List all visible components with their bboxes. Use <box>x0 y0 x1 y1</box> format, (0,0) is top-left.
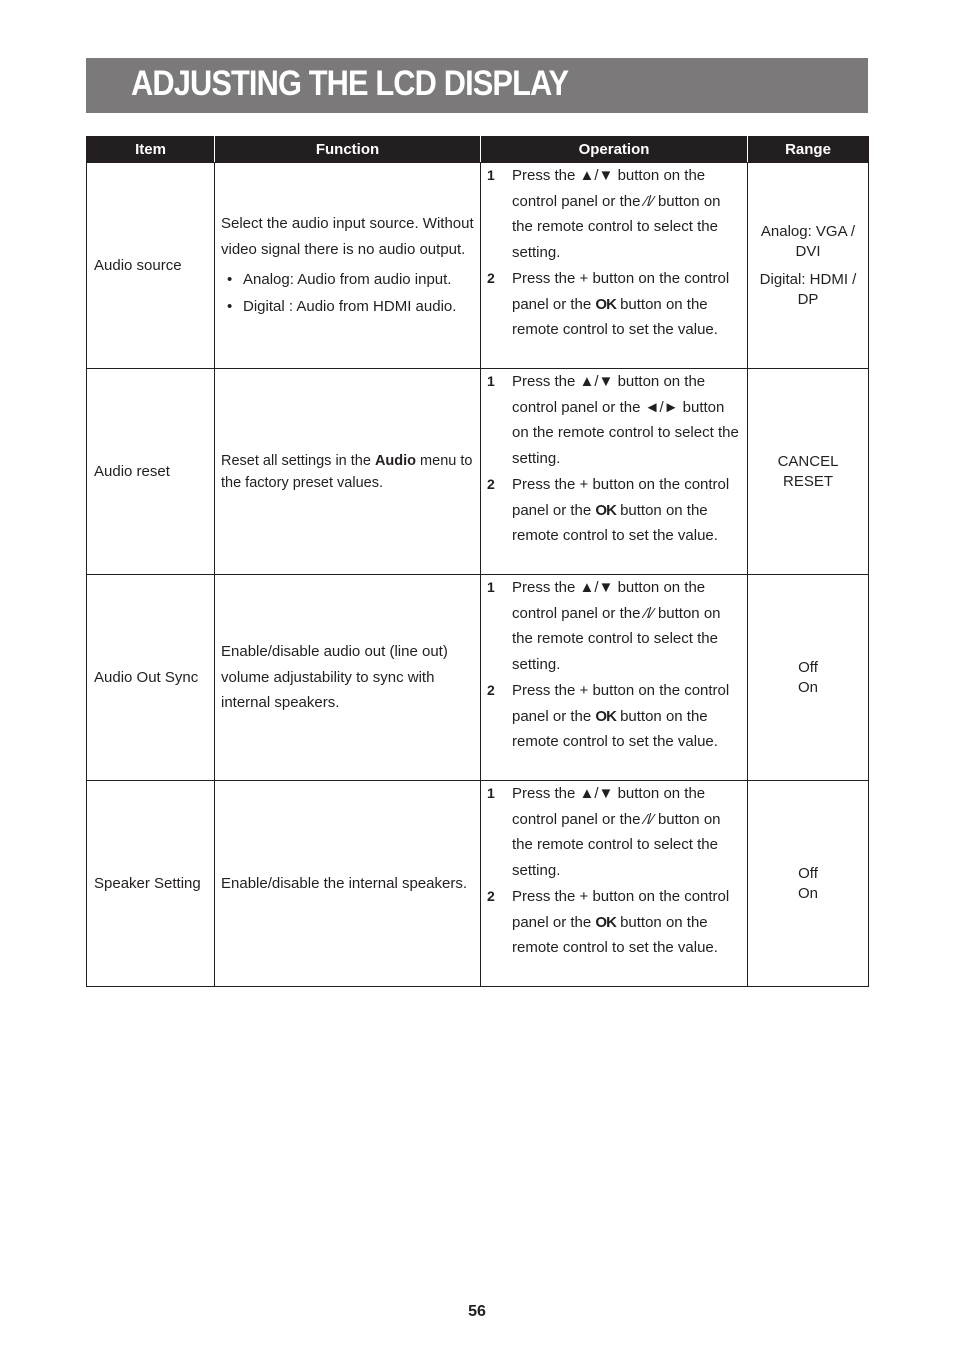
step-number: 2 <box>487 269 495 286</box>
ok-icon: OK <box>595 501 616 519</box>
header-operation: Operation <box>481 137 748 163</box>
plus-icon: + <box>579 475 589 493</box>
item-cell: Audio Out Sync <box>87 575 215 781</box>
up-down-arrow-icon: ▲/▼ <box>579 579 614 596</box>
audio-settings-table <box>86 136 869 987</box>
plus-icon: + <box>579 887 589 905</box>
up-down-arrow-icon: ▲/▼ <box>579 785 614 802</box>
menu-name: Audio <box>374 452 417 469</box>
operation-cell <box>481 575 748 781</box>
up-down-arrow-icon: ▲/▼ <box>579 167 614 184</box>
step-number: 1 <box>487 373 495 389</box>
up-down-arrow-icon: ▲/▼ <box>579 373 614 390</box>
range-value: Analog: VGA / DVI <box>760 222 856 260</box>
step-number: 2 <box>487 681 495 698</box>
step-number: 2 <box>487 475 495 492</box>
range-cell <box>748 575 869 781</box>
range-cell <box>748 781 869 987</box>
bullet-item: • Analog: Audio from audio input. <box>221 266 476 293</box>
page-title: ADJUSTING THE LCD DISPLAY <box>131 64 569 103</box>
function-text: Enable/disable the internal speakers. <box>221 874 467 892</box>
operation-step: 1 Press the ▲/▼ button on the control panel or the ⁄/⁄ button on the remote control to select the setting. <box>487 163 741 266</box>
operation-cell <box>481 369 748 575</box>
function-cell <box>215 781 481 987</box>
function-text: Select the audio input source. Without video signal there is no audio output. <box>221 214 474 258</box>
item-cell: Speaker Setting <box>87 781 215 987</box>
function-cell <box>215 163 481 369</box>
left-right-arrow-icon: ◄/► <box>644 398 679 416</box>
header-function: Function <box>215 137 481 163</box>
range-cell <box>748 163 869 369</box>
range-value: Off <box>798 864 818 882</box>
range-value: RESET <box>782 472 833 490</box>
function-text: Enable/disable audio out (line out) volume adjustability to sync with internal speakers. <box>221 642 448 712</box>
operation-step: 1 Press the ▲/▼ button on the control panel or the ⁄/⁄ button on the remote control to select the setting. <box>487 781 741 884</box>
function-cell <box>215 575 481 781</box>
plus-icon: + <box>579 269 589 287</box>
ok-icon: OK <box>595 707 616 725</box>
operation-step: 1 Press the ▲/▼ button on the control panel or the ⁄/⁄ button on the remote control to select the setting. <box>487 575 741 678</box>
page-number: 56 <box>468 1303 486 1320</box>
item-cell: Audio reset <box>87 369 215 575</box>
range-value: Digital: HDMI / DP <box>759 270 857 308</box>
table-row <box>87 575 869 781</box>
remote-select-icon: ⁄/⁄ <box>644 604 654 622</box>
table-row <box>87 369 869 575</box>
step-number: 1 <box>487 579 495 595</box>
table-row <box>87 163 869 369</box>
function-cell <box>215 369 481 575</box>
section-title-banner <box>86 58 868 113</box>
item-cell: Audio source <box>87 163 215 369</box>
range-value: Off <box>798 658 818 676</box>
operation-cell <box>481 163 748 369</box>
step-number: 2 <box>487 887 495 904</box>
ok-icon: OK <box>595 295 616 313</box>
range-cell <box>748 369 869 575</box>
function-text: Reset all settings in the Audio menu to the factory preset values. <box>221 452 473 491</box>
step-number: 1 <box>487 785 495 801</box>
table-header-row <box>87 137 869 163</box>
operation-step: 2 Press the + button on the control panel or the OK button on the remote control to set the value. <box>487 472 741 549</box>
range-value: On <box>797 678 818 696</box>
remote-select-icon: ⁄/⁄ <box>644 192 654 210</box>
header-item: Item <box>87 137 215 163</box>
function-bullets <box>221 266 476 320</box>
operation-step: 2 Press the + button on the control panel or the OK button on the remote control to set the value. <box>487 678 741 755</box>
step-number: 1 <box>487 167 495 183</box>
operation-step: 2 Press the + button on the control panel or the OK button on the remote control to set the value. <box>487 884 741 961</box>
remote-select-icon: ⁄/⁄ <box>644 810 654 828</box>
plus-icon: + <box>579 681 589 699</box>
range-value: CANCEL <box>777 452 839 470</box>
operation-step: 2 Press the + button on the control panel or the OK button on the remote control to set the value. <box>487 266 741 343</box>
operation-step: 1 Press the ▲/▼ button on the control panel or the ◄/► button on the remote control to select the setting. <box>487 369 741 472</box>
table-row <box>87 781 869 987</box>
ok-icon: OK <box>595 913 616 931</box>
bullet-item: • Digital : Audio from HDMI audio. <box>221 293 476 320</box>
range-value: On <box>797 884 818 902</box>
header-range: Range <box>748 137 869 163</box>
operation-cell <box>481 781 748 987</box>
